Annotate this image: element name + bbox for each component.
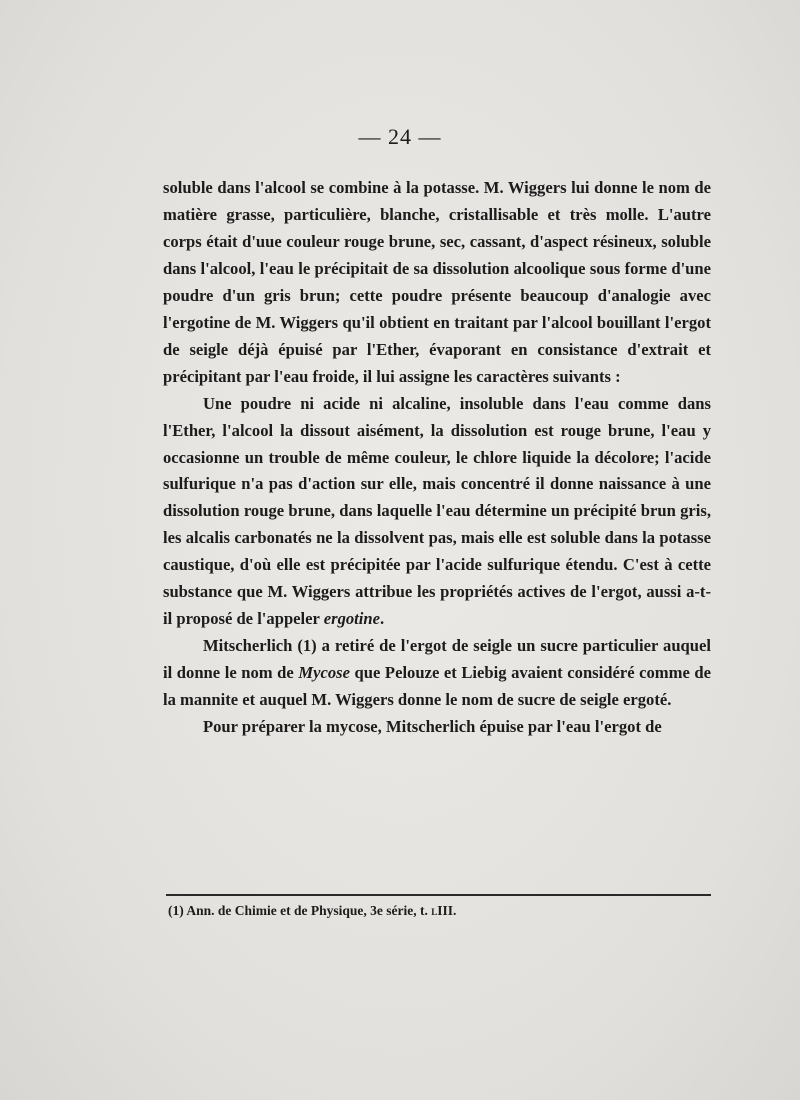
- page-number: — 24 —: [358, 124, 442, 149]
- paragraph-3: [163, 633, 711, 714]
- paragraph-3-text: Mitscherlich (1) a retiré de l'ergot de seigle un sucre particulier auquel il donne le nom de: [163, 636, 711, 683]
- ergotine-term: ergotine: [323, 609, 380, 629]
- footnote-volume: lIII.: [431, 903, 457, 918]
- paragraph-2-end: .: [379, 609, 385, 629]
- mycose-term: Mycose: [298, 663, 350, 683]
- paragraph-3-rest: que Pelouze et Liebig avaient considéré comme de la mannite et auquel M. Wiggers donne le nom de sucre de seigle ergoté.: [163, 663, 711, 710]
- paragraph-1: soluble dans l'alcool se combine à la potasse. M. Wiggers lui donne le nom de matière grasse, particulière, blanche, cristallisable et très molle. L'autre corps était d'uue couleur rouge brune, sec, cassant, d'aspect résineux, soluble dans l'alcool, l'eau le précipitait de sa dissolution alcoolique sous forme d'une poudre d'un gris brun; cette poudre présente beaucoup d'analogie avec l'ergotine de M. Wiggers qu'il obtient en traitant par l'alcool bouillant l'ergot de seigle déjà épuisé par l'Ether, évaporant en consistance d'extrait et précipitant par l'eau froide, il lui assigne les caractères suivants :: [163, 178, 711, 386]
- footnote-text: (1) Ann. de Chimie et de Physique, 3e série, t.: [168, 903, 432, 918]
- footnote: [168, 903, 713, 919]
- paragraph-2: [163, 391, 711, 634]
- paragraph-4: Pour préparer la mycose, Mitscherlich épuise par l'eau l'ergot de: [203, 717, 662, 737]
- body-text: [163, 175, 711, 741]
- footnote-divider: [166, 894, 711, 896]
- paragraph-2-text: Une poudre ni acide ni alcaline, insoluble dans l'eau comme dans l'Ether, l'alcool la dissout aisément, la dissolution est rouge brune, l'eau y occasionne un trouble de même couleur, le chlore liquide la décolore; l'acide sulfurique n'a pas d'action sur elle, mais concentré il donne naissance à une dissolution rouge brune, dans laquelle l'eau détermine un précipité brun gris, les alcalis carbonatés ne la dissolvent pas, mais elle est soluble dans la potasse caustique, d'où elle est précipitée par l'acide sulfurique étendu. C'est à cette substance que M. Wiggers attribue les propriétés actives de l'ergot, aussi a-t-il proposé de l'appeler: [163, 393, 711, 629]
